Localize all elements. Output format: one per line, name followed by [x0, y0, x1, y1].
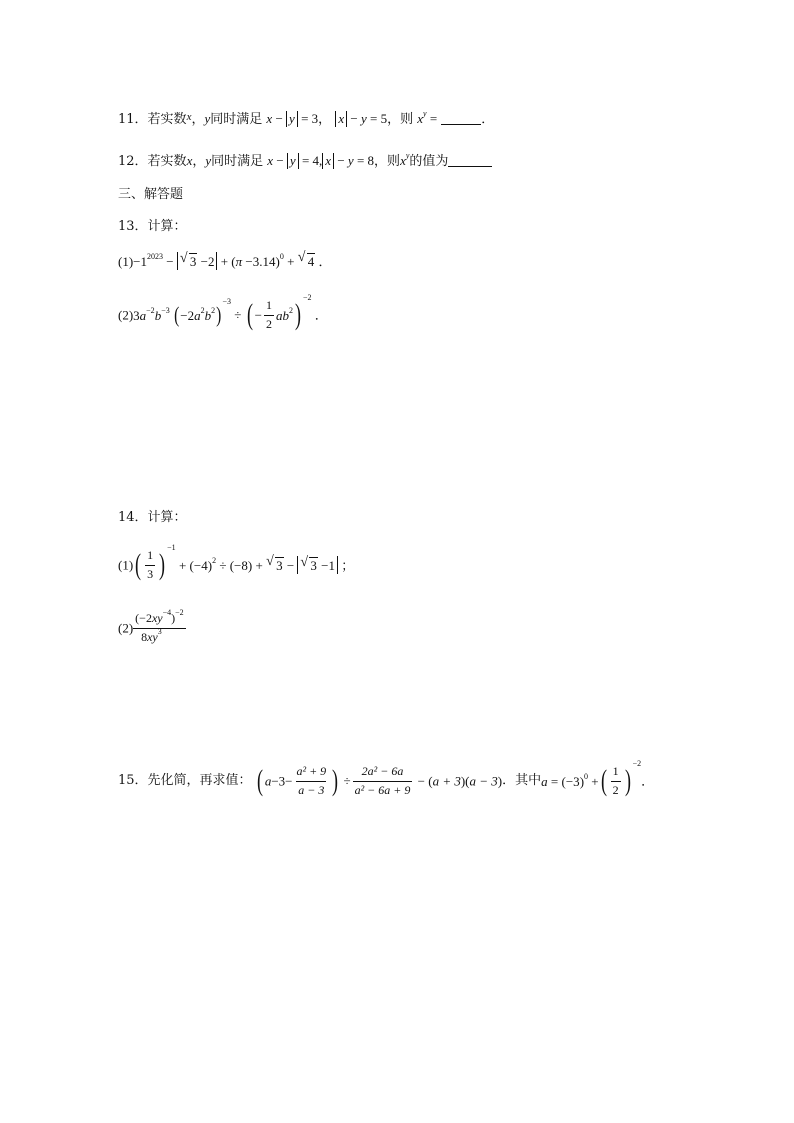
q11-equation-2: x − y = 5	[335, 111, 387, 126]
question-11: 11．若实数$^x$，y同时满足 x − y = 3， x − y = 5，则 $x^y$ = ．	[118, 109, 495, 127]
question-14-title: 14．计算：	[118, 510, 187, 525]
q14-part-1: (1)( $\frac{1}{3}$ )$^{-1} + (-4)^2 \div (-8)$ + √ 3 − √ 3 −1 ；	[118, 548, 354, 581]
section-title: 三、解答题	[118, 187, 184, 202]
q13-part-1: $(1)-1^{2023}$ − √ $3 -2 + (\pi -3.14)^0$ + √ 4 ．	[118, 252, 331, 270]
q14-part-2: (2) $\frac{(-2xy^{-4})^{-2}}{8xy^3}$	[118, 608, 184, 645]
q12-equation-2: x − y = 8	[322, 153, 374, 168]
q11-answer-blank[interactable]	[441, 123, 481, 125]
q12-power-expression: $x^y$	[400, 151, 410, 168]
q12-equation-1: x − y = 4,	[267, 153, 323, 168]
question-12: 12．若实数x，y同时满足 x − y = 4, x − y = 8，则$x^y$的值为	[118, 153, 492, 169]
q11-number: 11．	[118, 112, 148, 127]
q12-number: 12．	[118, 154, 148, 169]
question-13-title: 13．计算：	[118, 219, 187, 234]
question-15: 15．先化简，再求值： ( a−3− $\frac{\text{a² + 9}}{a - 3}$ ) ÷ $\frac{\text{2a² − 6a}}{\text{a² − 6a + 9}}$ − (a + 3)(a − 3)．其中$a = (-3)^0$ +( $\frac{1}{2}$ )$^{-2}$．	[118, 759, 655, 798]
q12-answer-blank[interactable]	[448, 165, 492, 167]
q11-power-expression: $x^y$ =	[417, 109, 438, 126]
q11-equation-1: x − y = 3	[266, 111, 319, 126]
q13-part-2: $(2)3a^{-2}b^{-3}$ $(-2a^2b^2)^{-3}$ ÷ ( − $\frac{1}{2}$ $ab^2)^{-2}$ ．	[118, 293, 328, 332]
